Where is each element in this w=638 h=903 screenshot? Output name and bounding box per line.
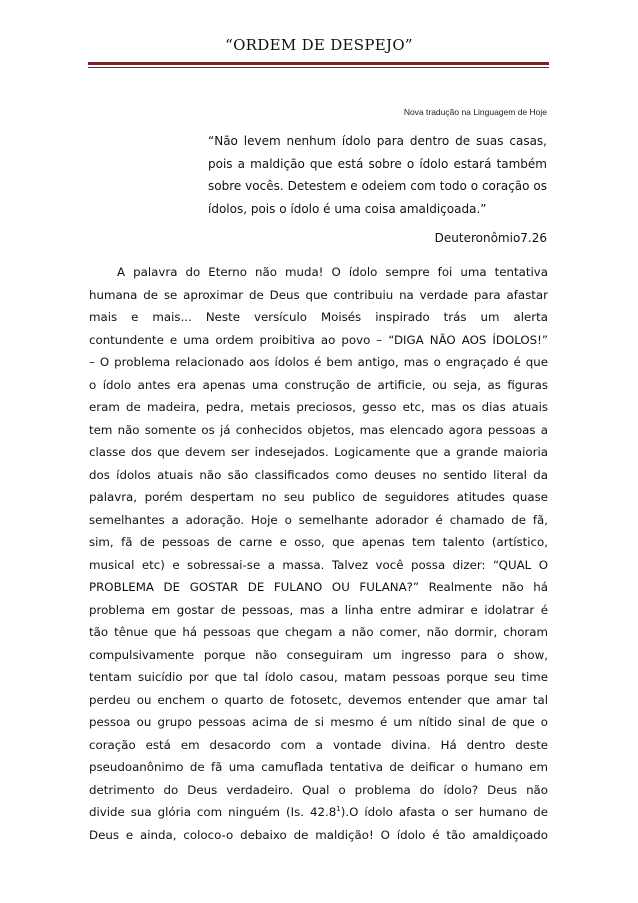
body-line: sim, fã de pessoas de carne e osso, que apenas tem talento (artístico, <box>89 535 548 549</box>
body-line: semelhantes a adoração. Hoje o semelhante adorador é chamado de fã, <box>89 512 548 527</box>
body-line-after-footnote: ).O ídolo afasta o ser humano de <box>340 805 548 819</box>
body-line: dos ídolos atuais não são classificados como deuses no sentido literal da <box>89 467 548 482</box>
body-line: classe dos que devem ser indesejados. Logicamente que a grande maioria <box>89 445 548 459</box>
header-rule-thin <box>88 67 549 68</box>
body-line: Deus e ainda, coloco-o debaixo de maldição! O ídolo é tão amaldiçoado <box>89 827 548 842</box>
body-paragraph <box>89 261 548 846</box>
body-line: musical etc) e sobressai-se a massa. Talvez você possa dizer: “QUAL O <box>89 557 548 572</box>
body-line-before-footnote: divide sua glória com ninguém (Is. 42.8 <box>89 805 337 819</box>
body-line: pessoa ou grupo pessoas acima de si mesmo é um nítido sinal de que o <box>89 715 548 729</box>
body-line: mais e mais... Neste versículo Moisés inspirado trás um alerta <box>89 310 548 324</box>
body-line: contundente e uma ordem proibitiva ao povo – “DIGA NÃO AOS ÍDOLOS!” <box>89 332 548 347</box>
body-line: compulsivamente porque não conseguiram um ingresso para o show, <box>89 647 548 662</box>
body-line: palavra, porém despertam no seu publico de seguidores atitudes quase <box>89 490 548 504</box>
translation-note: Nova tradução na Linguagem de Hoje <box>403 107 547 117</box>
body-line: humana de se aproximar de Deus que contribuiu na verdade para afastar <box>89 287 548 302</box>
epigraph-reference: Deuteronômio7.26 <box>434 231 547 245</box>
body-line-with-footnote <box>89 801 548 824</box>
body-line: coração está em desacordo com a vontade divina. Há dentro deste <box>89 737 548 752</box>
body-line: pseudoanônimo de fã uma camuflada tentativa de deificar o humano em <box>89 760 548 774</box>
header-rule-thick <box>88 62 549 65</box>
page-header-title: “ORDEM DE DESPEJO” <box>225 36 413 54</box>
footnote-marker[interactable]: 1 <box>336 805 341 814</box>
body-line: perdeu ou enchem o quarto de fotosetc, devemos entender que amar tal <box>89 692 548 707</box>
body-line: A palavra do Eterno não muda! O ídolo sempre foi uma tentativa <box>117 265 548 279</box>
body-line: PROBLEMA DE GOSTAR DE FULANO OU FULANA?” Realmente não há <box>89 580 548 594</box>
body-line: tem não somente os já conhecidos objetos, mas elencado agora pessoas a <box>89 422 548 437</box>
body-line: – O problema relacionado aos ídolos é bem antigo, mas o engraçado é que <box>89 355 548 369</box>
body-line: o ídolo antes era apenas uma construção de artificie, ou seja, as figuras <box>89 377 548 392</box>
body-line: problema em gostar de pessoas, mas a linha entre admirar e idolatrar é <box>89 602 548 617</box>
body-line: tão tênue que há pessoas que chegam a não comer, não dormir, choram <box>89 625 548 639</box>
body-line: eram de madeira, pedra, metais preciosos, gesso etc, mas os dias atuais <box>89 400 548 414</box>
body-line: detrimento do Deus verdadeiro. Qual o problema do ídolo? Deus não <box>89 782 548 797</box>
epigraph-quote: “Não levem nenhum ídolo para dentro de suas casas, pois a maldição que está sobre o ídolo estará também sobre vocês. Detestem e odeiem com todo o coração os ídolos, pois o ídolo é uma coisa amaldiçoada.” <box>208 134 547 216</box>
body-line: tentam suicídio por que tal ídolo casou, matam pessoas porque seu time <box>89 670 548 684</box>
